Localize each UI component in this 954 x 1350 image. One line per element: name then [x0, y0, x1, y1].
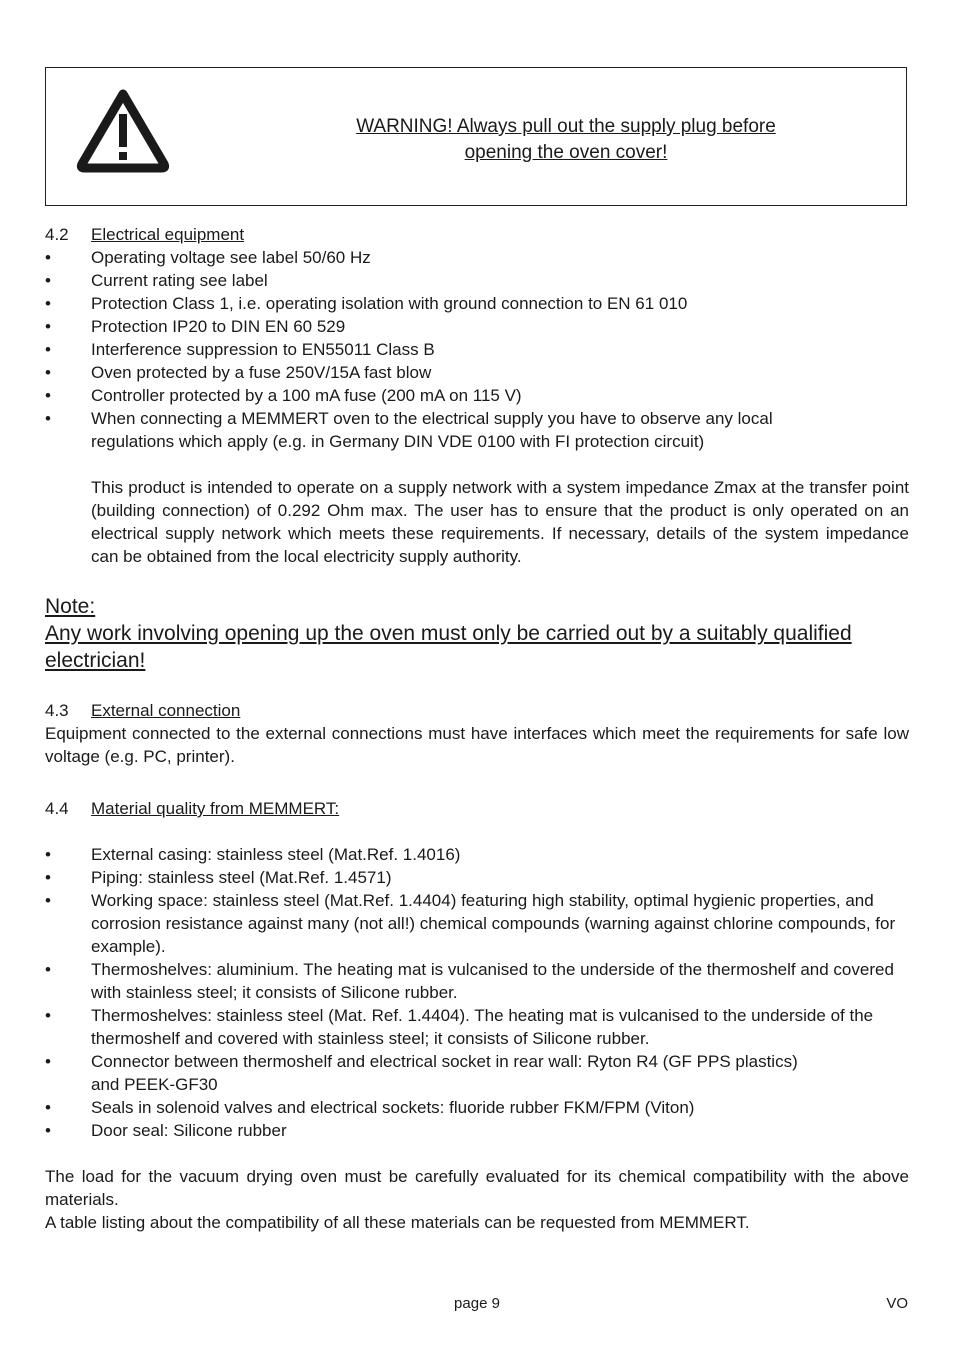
- bullet-icon: •: [45, 1006, 51, 1025]
- section-4-3-heading: [45, 699, 909, 722]
- list-item: • Thermoshelves: aluminium. The heating mat is vulcanised to the underside of the thermoshelf and covered with stainless steel; it consists of Silicone rubber.: [45, 960, 894, 1002]
- bullet-icon: •: [45, 317, 51, 336]
- impedance-paragraph: This product is intended to operate on a supply network with a system impedance Zmax at the transfer point (building connection) of 0.292 Ohm max. The user has to ensure that the product is only operated on an electrical supply network which meets these requirements. If necessary, details of the system impedance can be obtained from the local electricity supply authority.: [91, 478, 909, 566]
- warning-text: [296, 114, 836, 166]
- bullet-icon: •: [45, 1098, 51, 1117]
- document-code: VO: [886, 1295, 908, 1312]
- bullet-icon: •: [45, 960, 51, 979]
- warning-triangle-icon: [74, 86, 172, 174]
- bullet-icon: •: [45, 1052, 51, 1071]
- bullet-icon: •: [45, 340, 51, 359]
- list-item: • Door seal: Silicone rubber: [45, 1121, 287, 1140]
- list-item: • Oven protected by a fuse 250V/15A fast blow: [45, 363, 432, 382]
- section-title: Electrical equipment: [91, 225, 245, 244]
- bullet-icon: •: [45, 294, 51, 313]
- bullet-icon: •: [45, 386, 51, 405]
- note-text: Any work involving opening up the oven must only be carried out by a suitably qualified electrician!: [45, 622, 852, 672]
- list-item: • When connecting a MEMMERT oven to the electrical supply you have to observe any local regulations which apply (e.g. in Germany DIN VDE 0100 with FI protection circuit): [45, 409, 773, 451]
- list-item: • Current rating see label: [45, 271, 268, 290]
- section-title: Material quality from MEMMERT:: [91, 799, 340, 818]
- note-block: [45, 593, 909, 674]
- bullet-icon: •: [45, 409, 51, 428]
- list-item: • Connector between thermoshelf and electrical socket in rear wall: Ryton R4 (GF PPS plastics) and PEEK-GF30: [45, 1052, 798, 1094]
- list-item: • Controller protected by a 100 mA fuse (200 mA on 115 V): [45, 386, 522, 405]
- warning-box: [45, 67, 907, 206]
- external-connection-paragraph: Equipment connected to the external connections must have interfaces which meet the requirements for safe low voltage (e.g. PC, printer).: [45, 724, 909, 766]
- list-item: • Interference suppression to EN55011 Class B: [45, 340, 435, 359]
- list-item: • Working space: stainless steel (Mat.Ref. 1.4404) featuring high stability, optimal hygienic properties, and corrosion resistance against many (not all!) chemical compounds (warning against chlorine compounds, for example).: [45, 891, 896, 956]
- page-content: [45, 223, 909, 1234]
- bullet-icon: •: [45, 845, 51, 864]
- note-label: Note:: [45, 595, 96, 618]
- table-request-paragraph: A table listing about the compatibility of all these materials can be requested from MEMMERT.: [45, 1213, 750, 1232]
- list-item: • Thermoshelves: stainless steel (Mat. Ref. 1.4404). The heating mat is vulcanised to the underside of the thermoshelf and covered with stainless steel; it consists of Silicone rubber.: [45, 1006, 874, 1048]
- page-number: page 9: [454, 1295, 500, 1312]
- list-item: • Protection Class 1, i.e. operating isolation with ground connection to EN 61 010: [45, 294, 688, 313]
- list-item: • Protection IP20 to DIN EN 60 529: [45, 317, 346, 336]
- compatibility-paragraph: The load for the vacuum drying oven must be carefully evaluated for its chemical compatibility with the above materials.: [45, 1167, 909, 1209]
- bullet-icon: •: [45, 868, 51, 887]
- warning-line-2: opening the oven cover!: [464, 142, 668, 163]
- bullet-icon: •: [45, 363, 51, 382]
- electrical-equipment-list: [45, 246, 909, 453]
- section-number: 4.4: [45, 799, 69, 818]
- section-number: 4.3: [45, 701, 69, 720]
- list-item: • Seals in solenoid valves and electrical sockets: fluoride rubber FKM/FPM (Viton): [45, 1098, 695, 1117]
- bullet-icon: •: [45, 248, 51, 267]
- section-title: External connection: [91, 701, 241, 720]
- bullet-icon: •: [45, 271, 51, 290]
- material-quality-list: [45, 843, 909, 1142]
- list-item: • Operating voltage see label 50/60 Hz: [45, 248, 371, 267]
- list-item: • Piping: stainless steel (Mat.Ref. 1.4571): [45, 868, 392, 887]
- section-4-2-heading: [45, 223, 909, 246]
- section-4-4-heading: [45, 797, 909, 820]
- bullet-icon: •: [45, 1121, 51, 1140]
- warning-line-1: WARNING! Always pull out the supply plug before: [356, 116, 776, 137]
- list-item: • External casing: stainless steel (Mat.Ref. 1.4016): [45, 845, 461, 864]
- bullet-icon: •: [45, 891, 51, 910]
- section-number: 4.2: [45, 225, 69, 244]
